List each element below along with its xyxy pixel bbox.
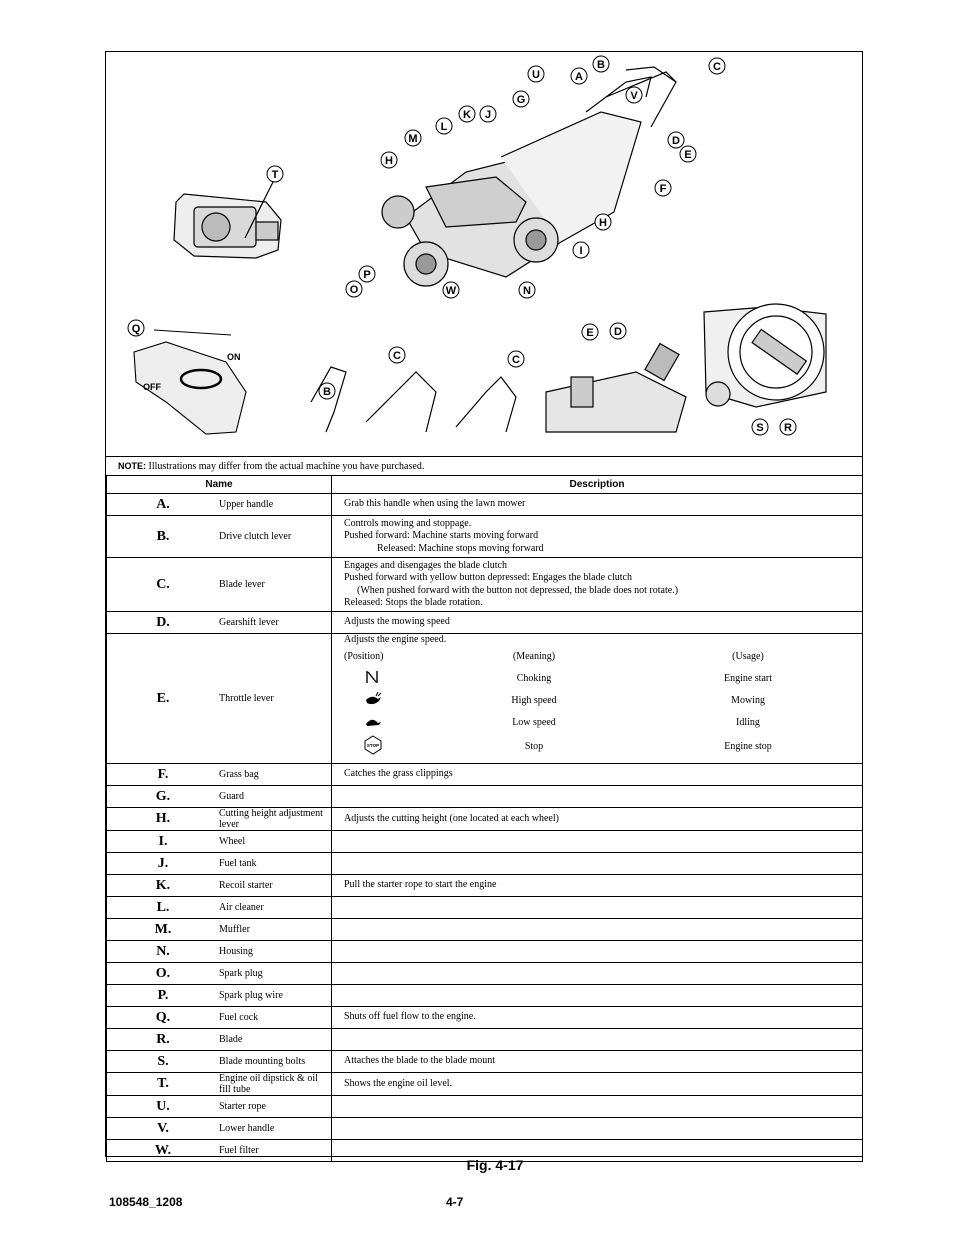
description-line: Released: Stops the blade rotation. xyxy=(344,597,483,608)
table-row xyxy=(107,1073,863,1096)
callout-b xyxy=(319,383,335,399)
svg-text:M: M xyxy=(408,133,418,145)
engine-illustration xyxy=(174,180,281,258)
callout-a xyxy=(571,68,587,84)
callout-c-left xyxy=(389,347,405,363)
row-name: Cutting height adjustment lever xyxy=(219,808,332,831)
callout-n xyxy=(519,282,535,298)
table-row xyxy=(107,853,863,875)
table-row xyxy=(107,808,863,831)
table-row xyxy=(107,897,863,919)
svg-text:C: C xyxy=(512,354,520,366)
svg-text:H: H xyxy=(599,217,607,229)
row-letter: E. xyxy=(107,634,220,764)
description-line: Released: Machine stops moving forward xyxy=(377,542,544,554)
row-name: Starter rope xyxy=(219,1096,332,1118)
row-letter: C. xyxy=(107,558,220,612)
callout-f xyxy=(655,180,671,196)
rabbit-icon xyxy=(364,692,382,711)
throttle-meaning: Low speed xyxy=(512,717,556,729)
note-line xyxy=(106,456,863,476)
on-label: ON xyxy=(227,352,241,362)
callout-l xyxy=(436,118,452,134)
description-line: Pushed forward with yellow button depressed: Engages the blade clutch xyxy=(344,572,632,583)
throttle-header: (Meaning) xyxy=(512,651,556,663)
throttle-header: (Position) xyxy=(344,651,384,663)
note-text: Illustrations may differ from the actual machine you have purchased. xyxy=(148,461,425,472)
svg-text:C: C xyxy=(713,61,721,73)
svg-text:E: E xyxy=(684,149,692,161)
svg-text:STOP: STOP xyxy=(366,742,380,748)
row-letter: V. xyxy=(107,1118,220,1140)
figure-frame xyxy=(105,51,863,1157)
row-name: Lower handle xyxy=(219,1118,332,1140)
row-description xyxy=(332,1029,863,1051)
table-row xyxy=(107,558,863,612)
description-line: Controls mowing and stoppage. xyxy=(344,517,472,529)
svg-text:O: O xyxy=(349,284,359,296)
figure-caption: Fig. 4-17 xyxy=(466,1157,524,1173)
row-name: Grass bag xyxy=(219,764,332,786)
throttle-usage: Mowing xyxy=(731,695,765,707)
row-name: Throttle lever xyxy=(219,634,332,764)
svg-text:E: E xyxy=(586,327,594,339)
row-letter: H. xyxy=(107,808,220,831)
callout-e xyxy=(582,324,598,340)
callout-i xyxy=(573,242,589,258)
row-description xyxy=(332,1096,863,1118)
blade-illustration xyxy=(704,304,826,407)
row-name: Air cleaner xyxy=(219,897,332,919)
callout-s xyxy=(752,419,768,435)
row-name: Guard xyxy=(219,786,332,808)
svg-text:K: K xyxy=(463,109,471,121)
row-letter: T. xyxy=(107,1073,220,1096)
svg-text:W: W xyxy=(445,285,457,297)
description-line: Pushed forward: Machine starts moving forward xyxy=(344,530,539,542)
row-description: Shows the engine oil level. xyxy=(332,1073,863,1096)
row-description: Adjusts the cutting height (one located at each wheel) xyxy=(332,808,863,831)
table-row xyxy=(107,1029,863,1051)
row-letter: G. xyxy=(107,786,220,808)
svg-text:Q: Q xyxy=(131,323,141,335)
row-name: Fuel filter xyxy=(219,1140,332,1162)
svg-text:S: S xyxy=(756,422,764,434)
row-letter: B. xyxy=(107,516,220,558)
throttle-usage: Idling xyxy=(736,717,760,729)
callout-e xyxy=(680,146,696,162)
row-name: Spark plug wire xyxy=(219,985,332,1007)
callout-c xyxy=(709,58,725,74)
callout-m xyxy=(405,130,421,146)
row-letter: F. xyxy=(107,764,220,786)
row-letter: U. xyxy=(107,1096,220,1118)
row-name: Housing xyxy=(219,941,332,963)
choke-icon xyxy=(364,669,380,690)
row-letter: N. xyxy=(107,941,220,963)
callout-d xyxy=(610,323,626,339)
svg-text:G: G xyxy=(516,94,526,106)
callout-p xyxy=(359,266,375,282)
row-description: Adjusts the mowing speed xyxy=(332,612,863,634)
svg-text:F: F xyxy=(659,183,667,195)
svg-text:L: L xyxy=(440,121,448,133)
note-prefix: NOTE: xyxy=(118,461,146,471)
svg-text:D: D xyxy=(672,135,680,147)
row-letter: M. xyxy=(107,919,220,941)
row-name: Blade mounting bolts xyxy=(219,1051,332,1073)
svg-text:C: C xyxy=(393,350,401,362)
handle-illustrations xyxy=(311,367,516,432)
row-name: Fuel tank xyxy=(219,853,332,875)
table-row xyxy=(107,516,863,558)
row-name: Spark plug xyxy=(219,963,332,985)
row-letter: L. xyxy=(107,897,220,919)
svg-text:J: J xyxy=(484,109,492,121)
table-row xyxy=(107,612,863,634)
throttle-meaning: High speed xyxy=(511,695,557,707)
callout-h xyxy=(381,152,397,168)
throttle-usage: Engine start xyxy=(723,673,773,685)
row-description xyxy=(332,919,863,941)
name-header: Name xyxy=(107,476,332,494)
row-name: Gearshift lever xyxy=(219,612,332,634)
throttle-usage: Engine stop xyxy=(724,740,772,752)
callout-b xyxy=(593,56,609,72)
row-name: Muffler xyxy=(219,919,332,941)
row-description xyxy=(332,1118,863,1140)
parts-table xyxy=(106,475,863,1162)
svg-text:H: H xyxy=(385,155,393,167)
turtle-icon xyxy=(364,715,382,732)
svg-text:I: I xyxy=(579,245,583,257)
row-name: Drive clutch lever xyxy=(219,516,332,558)
mower-illustrations xyxy=(106,52,862,456)
svg-text:B: B xyxy=(323,386,331,398)
row-letter: Q. xyxy=(107,1007,220,1029)
callout-u xyxy=(528,66,544,82)
table-row xyxy=(107,941,863,963)
table-row xyxy=(107,1007,863,1029)
row-name: Recoil starter xyxy=(219,875,332,897)
row-description: Grab this handle when using the lawn mower xyxy=(332,494,863,516)
callout-k xyxy=(459,106,475,122)
row-letter: A. xyxy=(107,494,220,516)
row-letter: P. xyxy=(107,985,220,1007)
description-header: Description xyxy=(332,476,863,494)
callout-c-right xyxy=(508,351,524,367)
svg-text:B: B xyxy=(597,59,605,71)
callout-j xyxy=(480,106,496,122)
callout-v xyxy=(626,87,642,103)
throttle-header: (Usage) xyxy=(732,651,764,663)
row-name: Wheel xyxy=(219,831,332,853)
lever-panel-illustration xyxy=(546,344,686,432)
table-row xyxy=(107,875,863,897)
row-name: Blade lever xyxy=(219,558,332,612)
row-description xyxy=(332,634,863,764)
row-description xyxy=(332,516,863,558)
svg-text:A: A xyxy=(575,71,583,83)
row-letter: S. xyxy=(107,1051,220,1073)
table-row xyxy=(107,985,863,1007)
description-line: (When pushed forward with the button not depressed, the blade does not rotate.) xyxy=(357,584,679,596)
row-description xyxy=(332,941,863,963)
callout-r xyxy=(780,419,796,435)
table-row xyxy=(107,634,863,764)
row-letter: J. xyxy=(107,853,220,875)
off-label: OFF xyxy=(143,382,161,392)
row-letter: I. xyxy=(107,831,220,853)
throttle-intro: Adjusts the engine speed. xyxy=(344,634,447,645)
callout-q xyxy=(128,320,144,336)
callout-o xyxy=(346,281,362,297)
svg-text:D: D xyxy=(614,326,622,338)
row-name: Upper handle xyxy=(219,494,332,516)
row-letter: K. xyxy=(107,875,220,897)
row-name: Engine oil dipstick & oil fill tube xyxy=(219,1073,332,1096)
row-description xyxy=(332,897,863,919)
row-description xyxy=(332,831,863,853)
callout-d xyxy=(668,132,684,148)
table-row xyxy=(107,1051,863,1073)
svg-text:N: N xyxy=(523,285,531,297)
table-row xyxy=(107,764,863,786)
row-description: Catches the grass clippings xyxy=(332,764,863,786)
row-description xyxy=(332,853,863,875)
doc-number: 108548_1208 xyxy=(109,1195,183,1209)
table-row xyxy=(107,786,863,808)
throttle-meaning: Choking xyxy=(516,673,552,685)
row-description xyxy=(332,985,863,1007)
row-letter: O. xyxy=(107,963,220,985)
row-description: Attaches the blade to the blade mount xyxy=(332,1051,863,1073)
row-letter: W. xyxy=(107,1140,220,1162)
svg-text:T: T xyxy=(271,169,279,181)
svg-text:U: U xyxy=(532,69,540,81)
svg-text:R: R xyxy=(784,422,792,434)
row-name: Blade xyxy=(219,1029,332,1051)
table-row xyxy=(107,494,863,516)
row-description xyxy=(332,1140,863,1162)
callout-h xyxy=(595,214,611,230)
row-letter: D. xyxy=(107,612,220,634)
description-line: Engages and disengages the blade clutch xyxy=(344,559,507,571)
page-number: 4-7 xyxy=(446,1195,464,1209)
callout-w xyxy=(443,282,459,298)
row-name: Fuel cock xyxy=(219,1007,332,1029)
svg-text:P: P xyxy=(363,269,371,281)
callout-t xyxy=(267,166,283,182)
table-row xyxy=(107,1096,863,1118)
table-row xyxy=(107,919,863,941)
throttle-meaning: Stop xyxy=(524,740,544,752)
table-row xyxy=(107,831,863,853)
row-letter: R. xyxy=(107,1029,220,1051)
table-row xyxy=(107,963,863,985)
table-row xyxy=(107,1118,863,1140)
callout-g xyxy=(513,91,529,107)
row-description xyxy=(332,963,863,985)
row-description xyxy=(332,786,863,808)
throttle-table xyxy=(344,647,862,760)
row-description xyxy=(332,558,863,612)
svg-text:V: V xyxy=(630,90,638,102)
stop-icon xyxy=(364,735,382,760)
row-description: Pull the starter rope to start the engine xyxy=(332,875,863,897)
row-description: Shuts off fuel flow to the engine. xyxy=(332,1007,863,1029)
